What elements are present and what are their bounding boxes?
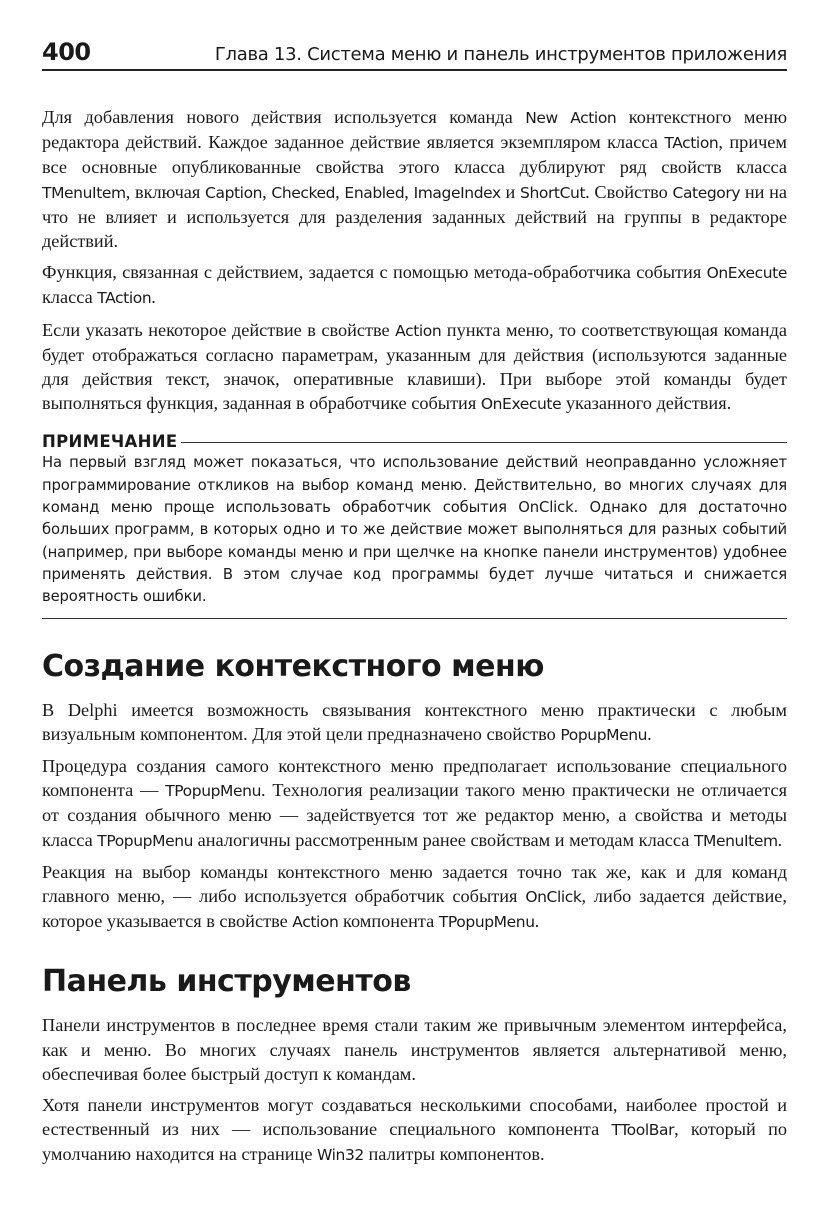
text-run: .	[534, 911, 540, 932]
code-term: Category	[672, 183, 741, 202]
paragraph	[42, 754, 787, 853]
code-term: OnClick	[525, 887, 582, 906]
code-term: Win32	[317, 1146, 364, 1165]
text-run: Если указать некоторое действие в свойстве	[42, 319, 396, 340]
section-title-context-menu: Создание контекстного меню	[42, 648, 544, 684]
paragraph	[42, 698, 787, 747]
text-run: ни на что не влияет и используется для разделения заданных действий на группы в редакторе действий.	[42, 181, 788, 252]
text-run: Функция, связанная с действием, задается с помощью метода-обработчика события	[42, 262, 707, 283]
text-run: аналогичны рассмотренным ранее свойствам и методам класса	[193, 829, 694, 850]
text-run: . Технология реализации такого меню практически не отличается от создания обычного меню — задействуется тот же редактор меню, а свойства и методы класса	[42, 780, 787, 850]
text-run: Для добавления нового действия используется команда	[42, 107, 526, 127]
text-run: Реакция на выбор команды контекстного меню задается точно так же, как и для команд главного меню, — либо используется обработчик события	[42, 861, 787, 906]
code-term: TAction	[97, 289, 152, 308]
code-term: TMenuItem	[693, 831, 778, 850]
code-term: Action	[395, 321, 442, 340]
paragraph	[42, 105, 787, 253]
note-text: На первый взгляд может показаться, что использование действий неоправданно усложняет программирование откликов на выбор команд меню. Действительно, во многих случаях для команд меню проще использовать обработчик события OnClick. Однако для достаточно больших программ, в которых одно и то же действие может выполняться для разных событий (например, при выборе команды меню и при щелчке на кнопке панели инструментов) удобнее применять действия. В этом случае код программы будет лучше читаться и снижается вероятность ошибки.	[42, 452, 787, 618]
paragraph	[42, 1013, 787, 1086]
code-term: PopupMenu	[560, 725, 648, 744]
note-box	[42, 430, 787, 618]
text-run: и	[500, 181, 520, 202]
text-run: . Свойство	[585, 181, 673, 202]
code-term: New Action	[525, 109, 617, 127]
code-term: Checked	[271, 183, 336, 202]
text-run: .	[151, 287, 156, 308]
intro-text	[42, 105, 787, 416]
text-run: .	[777, 829, 783, 850]
text-run: пункта меню, то соответствующая команда будет отображаться согласно параметрам, указанным для действия (используются заданные для действия текст, значок, оперативные клавиши). При выборе этой команды будет выполняться функция, заданная в обработчике события	[42, 319, 787, 414]
text-run: ,	[404, 181, 414, 202]
paragraph	[42, 860, 787, 935]
text-run: , либо задается действие, которое указывается в свойстве	[42, 885, 787, 932]
section-context-menu-text	[42, 698, 787, 935]
code-term: TPopupMenu	[165, 782, 262, 801]
text-run: палитры компонентов.	[363, 1144, 545, 1165]
running-head	[42, 38, 787, 71]
text-run: ,	[262, 181, 272, 202]
text-run: контекстного меню редактора действий. Каждое заданное действие является экземпляром класса	[42, 107, 788, 153]
section-title-toolbar: Панель инструментов	[42, 964, 411, 1000]
book-page	[42, 38, 787, 1168]
paragraph	[42, 318, 787, 417]
note-header	[42, 430, 787, 452]
code-term: OnExecute	[480, 395, 562, 414]
code-term: Action	[292, 913, 339, 932]
text-run: компонента	[338, 911, 439, 932]
code-term: TPopupMenu	[438, 913, 535, 932]
text-run: Хотя панели инструментов могут создаваться несколькими способами, наиболее простой и естественный из них — использование специального компонента	[42, 1094, 787, 1140]
code-term: ImageIndex	[413, 183, 501, 202]
code-term: ShortCut	[520, 183, 586, 202]
paragraph	[42, 260, 787, 310]
text-run: , причем все основные опубликованные свойства этого класса дублируют ряд свойств класса	[42, 132, 787, 178]
code-term: Caption	[205, 183, 263, 202]
text-run: Процедура создания самого контекстного меню предполагает использование специального компонента —	[42, 755, 787, 801]
text-run: Панели инструментов в последнее время стали таким же привычным элементом интерфейса, как и меню. Во многих случаях панель инструментов является альтернативой меню, обеспечивая более быстрый доступ к командам.	[42, 1015, 787, 1084]
code-term: TMenuItem	[42, 183, 126, 202]
text-run: ,	[335, 181, 345, 202]
note-rule	[181, 442, 787, 443]
code-term: OnExecute	[706, 264, 787, 283]
code-term: TPopupMenu	[97, 831, 194, 850]
text-run: .	[647, 723, 652, 744]
code-term: TToolBar	[611, 1121, 675, 1140]
chapter-title: Глава 13. Система меню и панель инструментов приложения	[214, 44, 787, 65]
text-run: указанного действия.	[561, 393, 732, 414]
code-term: Enabled	[344, 183, 405, 202]
page-number: 400	[42, 38, 91, 66]
text-run: В Delphi имеется возможность связывания контекстного меню практически с любым визуальным компонентом. Для этой цели предназначено свойство	[42, 699, 787, 744]
paragraph	[42, 1093, 787, 1168]
text-run: , включая	[125, 181, 206, 202]
note-title: ПРИМЕЧАНИЕ	[42, 431, 178, 451]
text-run: класса	[42, 287, 98, 308]
code-term: TAction	[664, 134, 719, 153]
text-run: , который по умолчанию находится на странице	[42, 1119, 787, 1165]
section-toolbar-text	[42, 1013, 787, 1167]
